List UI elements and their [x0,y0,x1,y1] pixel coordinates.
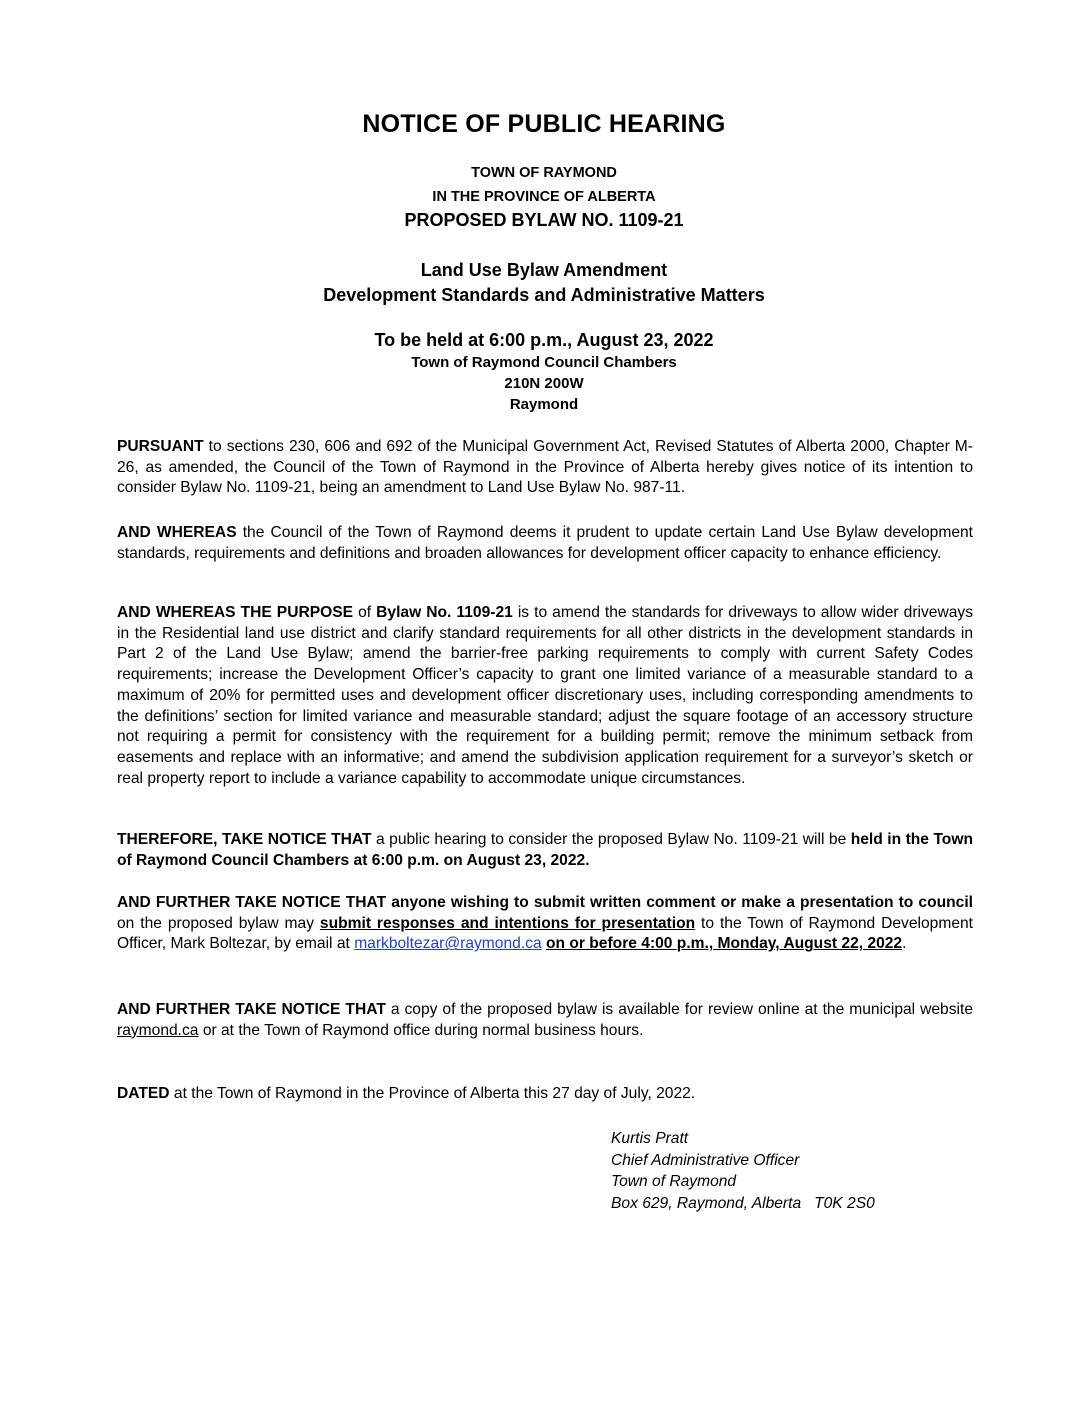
paragraph-further-notice-copy [117,1000,973,1041]
dated-lead: DATED [117,1085,170,1102]
paragraph-lead: AND FURTHER TAKE NOTICE THAT anyone wishing to submit written comment or make a presentation to council [117,894,973,911]
paragraph-text: a public hearing to consider the proposed Bylaw No. 1109-21 will be [371,831,851,848]
hearing-time: To be held at 6:00 p.m., August 23, 2022 [374,330,714,350]
paragraph-purpose [117,603,973,789]
signature-block [611,1128,875,1214]
signatory-name: Kurtis Pratt [611,1130,689,1147]
hearing-address: 210N 200W [504,375,584,392]
hearing-venue: Town of Raymond Council Chambers [411,354,677,371]
paragraph-text: or at the Town of Raymond office during normal business hours. [198,1021,644,1039]
paragraph-text: on the proposed bylaw may [117,914,320,932]
submission-instruction: submit responses and intentions for presentation [319,914,696,932]
paragraph-lead: THEREFORE, TAKE NOTICE THAT [117,831,372,848]
website-link[interactable]: raymond.ca [117,1021,199,1039]
municipality-heading: TOWN OF RAYMOND [471,165,617,181]
paragraph-further-notice-submissions [117,893,973,955]
signatory-organization: Town of Raymond [611,1173,737,1190]
bylaw-reference: Bylaw No. 1109-21 [376,604,513,621]
hearing-detail: held in the Town of Raymond Council Chambers at 6:00 p.m. on August 23, 2022. [117,831,973,869]
subject-line-2: Development Standards and Administrative Matters [323,285,765,305]
email-link[interactable]: markboltezar@raymond.ca [354,935,542,953]
paragraph-text: to sections 230, 606 and 692 of the Municipal Government Act, Revised Statutes of Alberta 2000, Chapter M-26, as amended, the Council of the Town of Raymond in the Province of Alberta hereby gives notice of its intention to consider Bylaw No. 1109-21, being an amendment to Land Use Bylaw No. 987-11. [117,438,973,497]
paragraph-take-notice [117,830,973,871]
submission-deadline: on or before 4:00 p.m., Monday, August 22, 2022 [545,935,903,953]
hearing-city: Raymond [509,396,579,413]
paragraph-text: . [902,935,907,953]
paragraph-text: a copy of the proposed bylaw is available for review online at the municipal website [385,1001,973,1018]
province-heading: IN THE PROVINCE OF ALBERTA [432,189,656,205]
paragraph-lead: AND FURTHER TAKE NOTICE THAT [117,1001,386,1018]
paragraph-whereas-1 [117,523,973,564]
paragraph-lead: AND WHEREAS [117,524,237,541]
bylaw-heading: PROPOSED BYLAW NO. 1109-21 [404,210,684,230]
paragraph-text: to the Town of Raymond Development Officer, Mark Boltezar, by email at [117,914,973,953]
signatory-address: Box 629, Raymond, Alberta T0K 2S0 [611,1194,875,1212]
dated-line [117,1085,695,1103]
signatory-position: Chief Administrative Officer [611,1151,800,1169]
paragraph-text: of [353,604,377,621]
paragraph-pursuant [117,437,973,499]
paragraph-text: is to amend the standards for driveways to allow wider driveways in the Residential land use district and clarify standard requirements for all other districts in the development standards in Part 2 of the Land Use Bylaw; amend the barrier-free parking requirements to comply with current Safety Codes requirements; increase the Development Officer’s capacity to grant one limited variance of a measurable standard to a maximum of 20% for permitted uses and development officer discretionary uses, including corresponding amendments to the definitions’ section for limited variance and measurable standard; adjust the square footage of an accessory structure not requiring a permit for consistency with the requirement for a building permit; remove the minimum setback from easements and replace with an informative; and amend the subdivision application requirement for a surveyor’s sketch or real property report to include a variance capability to accommodate unique circumstances. [117,604,973,787]
paragraph-lead: AND WHEREAS THE PURPOSE [117,604,354,621]
dated-text: at the Town of Raymond in the Province of Alberta this 27 day of July, 2022. [169,1085,696,1102]
paragraph-lead: PURSUANT [117,438,204,455]
paragraph-text: the Council of the Town of Raymond deems it prudent to update certain Land Use Bylaw development standards, requirements and definitions and broaden allowances for development officer capacity to enhance efficiency. [117,524,973,562]
page-title: NOTICE OF PUBLIC HEARING [362,110,726,138]
subject-line-1: Land Use Bylaw Amendment [420,260,668,280]
